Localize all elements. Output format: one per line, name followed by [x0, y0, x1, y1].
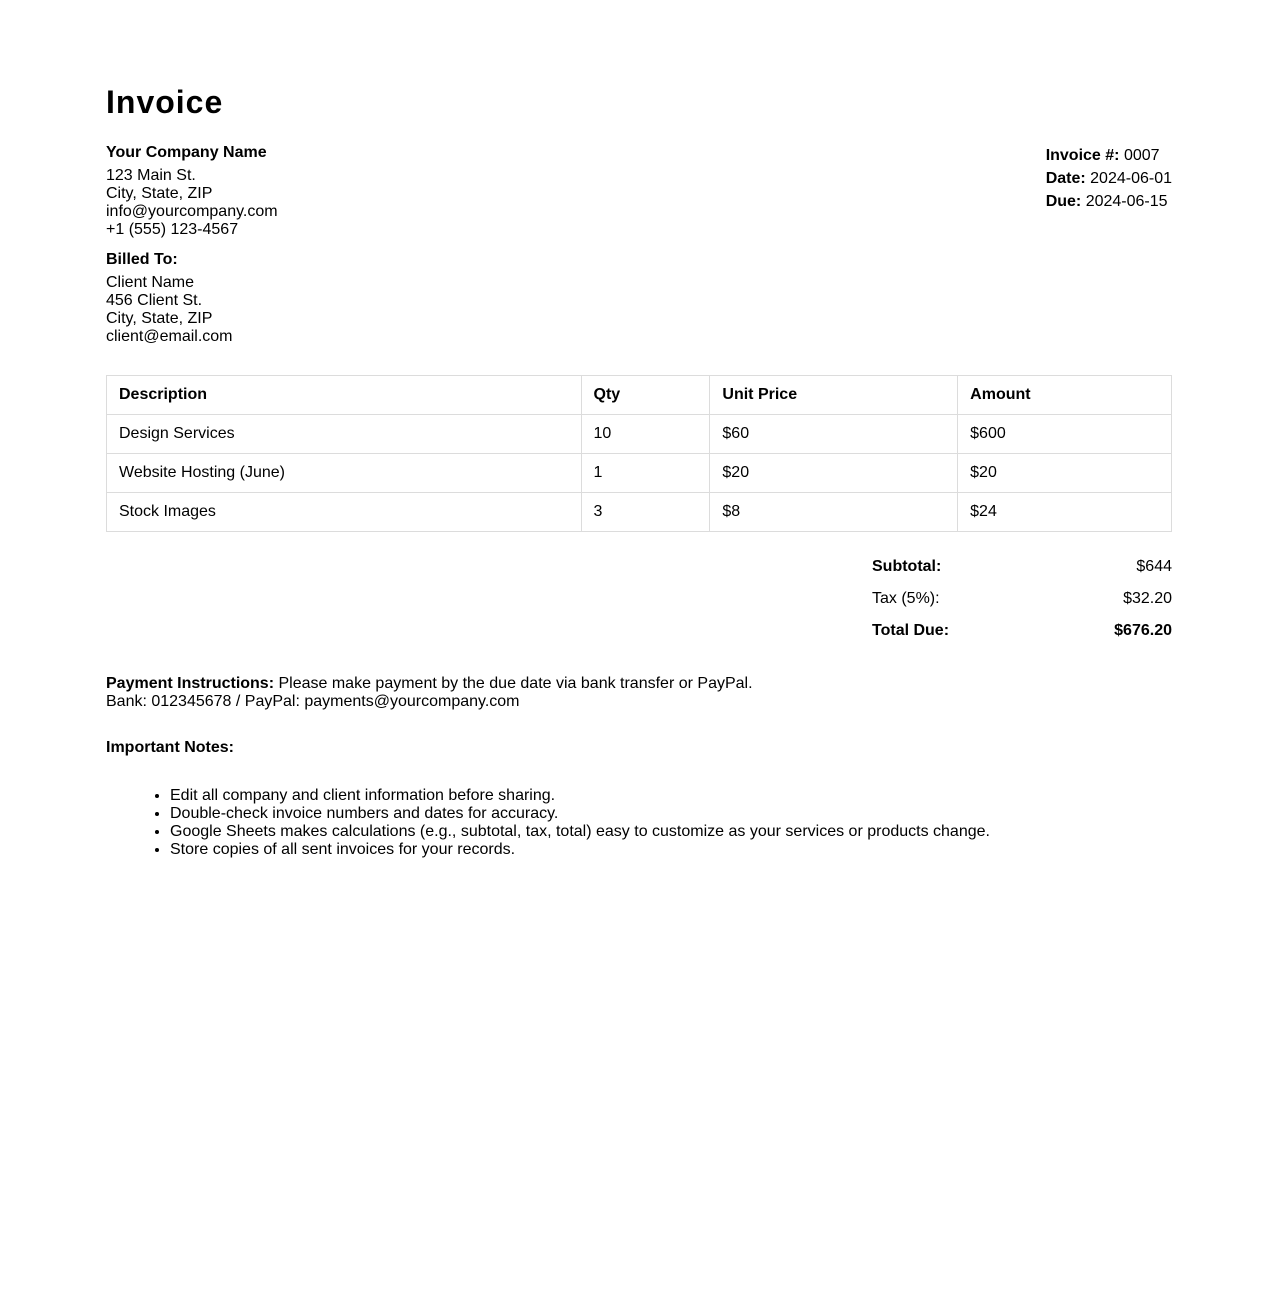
- cell-unit-price: $60: [710, 415, 958, 454]
- column-header-qty: Qty: [581, 376, 710, 415]
- table-header-row: [107, 376, 1172, 415]
- cell-qty: 10: [581, 415, 710, 454]
- payment-line1: [106, 675, 753, 693]
- notes-list: [106, 787, 990, 859]
- list-item: • Store copies of all sent invoices for your records.: [170, 841, 990, 859]
- column-header-amount: Amount: [958, 376, 1172, 415]
- payment-text: Please make payment by the due date via bank transfer or PayPal.: [278, 675, 753, 692]
- list-item: • Double-check invoice numbers and dates for accuracy.: [170, 805, 990, 823]
- invoice-number-line: [1046, 144, 1172, 167]
- invoice-date-label: Date:: [1045, 170, 1086, 187]
- invoice-number-value: 0007: [1123, 147, 1160, 164]
- total-due-label: Total Due:: [872, 622, 950, 639]
- list-item: • Google Sheets makes calculations (e.g., subtotal, tax, total) easy to customize as your services or products change.: [170, 823, 990, 841]
- invoice-due-label: Due:: [1045, 193, 1082, 210]
- cell-amount: $24: [958, 493, 1172, 532]
- tax-row: [872, 583, 1172, 615]
- table-row: [107, 415, 1172, 454]
- company-address-line2: City, State, ZIP: [106, 185, 213, 202]
- company-info: [106, 144, 278, 239]
- totals-table: [872, 551, 1172, 647]
- invoice-date-value: 2024-06-01: [1090, 170, 1172, 187]
- notes-heading: Important Notes:: [106, 739, 234, 756]
- subtotal-row: [872, 551, 1172, 583]
- total-due-row: [872, 615, 1172, 647]
- cell-unit-price: $8: [710, 493, 958, 532]
- client-address-line2: City, State, ZIP: [106, 310, 213, 327]
- company-email: info@yourcompany.com: [106, 203, 278, 220]
- company-address-line1: 123 Main St.: [106, 167, 196, 184]
- cell-description: Design Services: [107, 415, 582, 454]
- invoice-title: Invoice: [106, 84, 224, 120]
- payment-line2: Bank: 012345678 / PayPal: payments@yourcompany.com: [106, 693, 520, 710]
- cell-description: Website Hosting (June): [107, 454, 582, 493]
- billed-to: [106, 251, 233, 346]
- subtotal-label: Subtotal:: [872, 558, 942, 575]
- client-address-line1: 456 Client St.: [106, 292, 203, 309]
- tax-label: Tax (5%):: [872, 590, 940, 607]
- client-email: client@email.com: [106, 328, 233, 345]
- list-item: • Edit all company and client information before sharing.: [170, 787, 990, 805]
- payment-label: Payment Instructions:: [106, 675, 275, 692]
- invoice-number-label: Invoice #:: [1045, 147, 1120, 164]
- invoice-due-value: 2024-06-15: [1085, 193, 1168, 210]
- client-name: Client Name: [106, 274, 195, 291]
- table-row: [107, 493, 1172, 532]
- cell-qty: 3: [581, 493, 710, 532]
- table-row: [107, 454, 1172, 493]
- cell-unit-price: $20: [710, 454, 958, 493]
- tax-value: $32.20: [1123, 590, 1172, 607]
- line-items-table: [106, 375, 1172, 532]
- cell-amount: $20: [958, 454, 1172, 493]
- invoice-date-line: [1046, 167, 1172, 190]
- cell-qty: 1: [581, 454, 710, 493]
- subtotal-value: $644: [1136, 558, 1172, 575]
- company-name: Your Company Name: [106, 144, 267, 161]
- cell-amount: $600: [958, 415, 1172, 454]
- invoice-meta: [1046, 144, 1172, 213]
- column-header-unit-price: Unit Price: [710, 376, 958, 415]
- column-header-description: Description: [107, 376, 582, 415]
- company-phone: +1 (555) 123-4567: [106, 221, 239, 238]
- total-due-value: $676.20: [1114, 622, 1172, 639]
- payment-instructions: [106, 675, 753, 711]
- billed-to-heading: Billed To:: [106, 251, 178, 268]
- cell-description: Stock Images: [107, 493, 582, 532]
- invoice-due-line: [1046, 190, 1172, 213]
